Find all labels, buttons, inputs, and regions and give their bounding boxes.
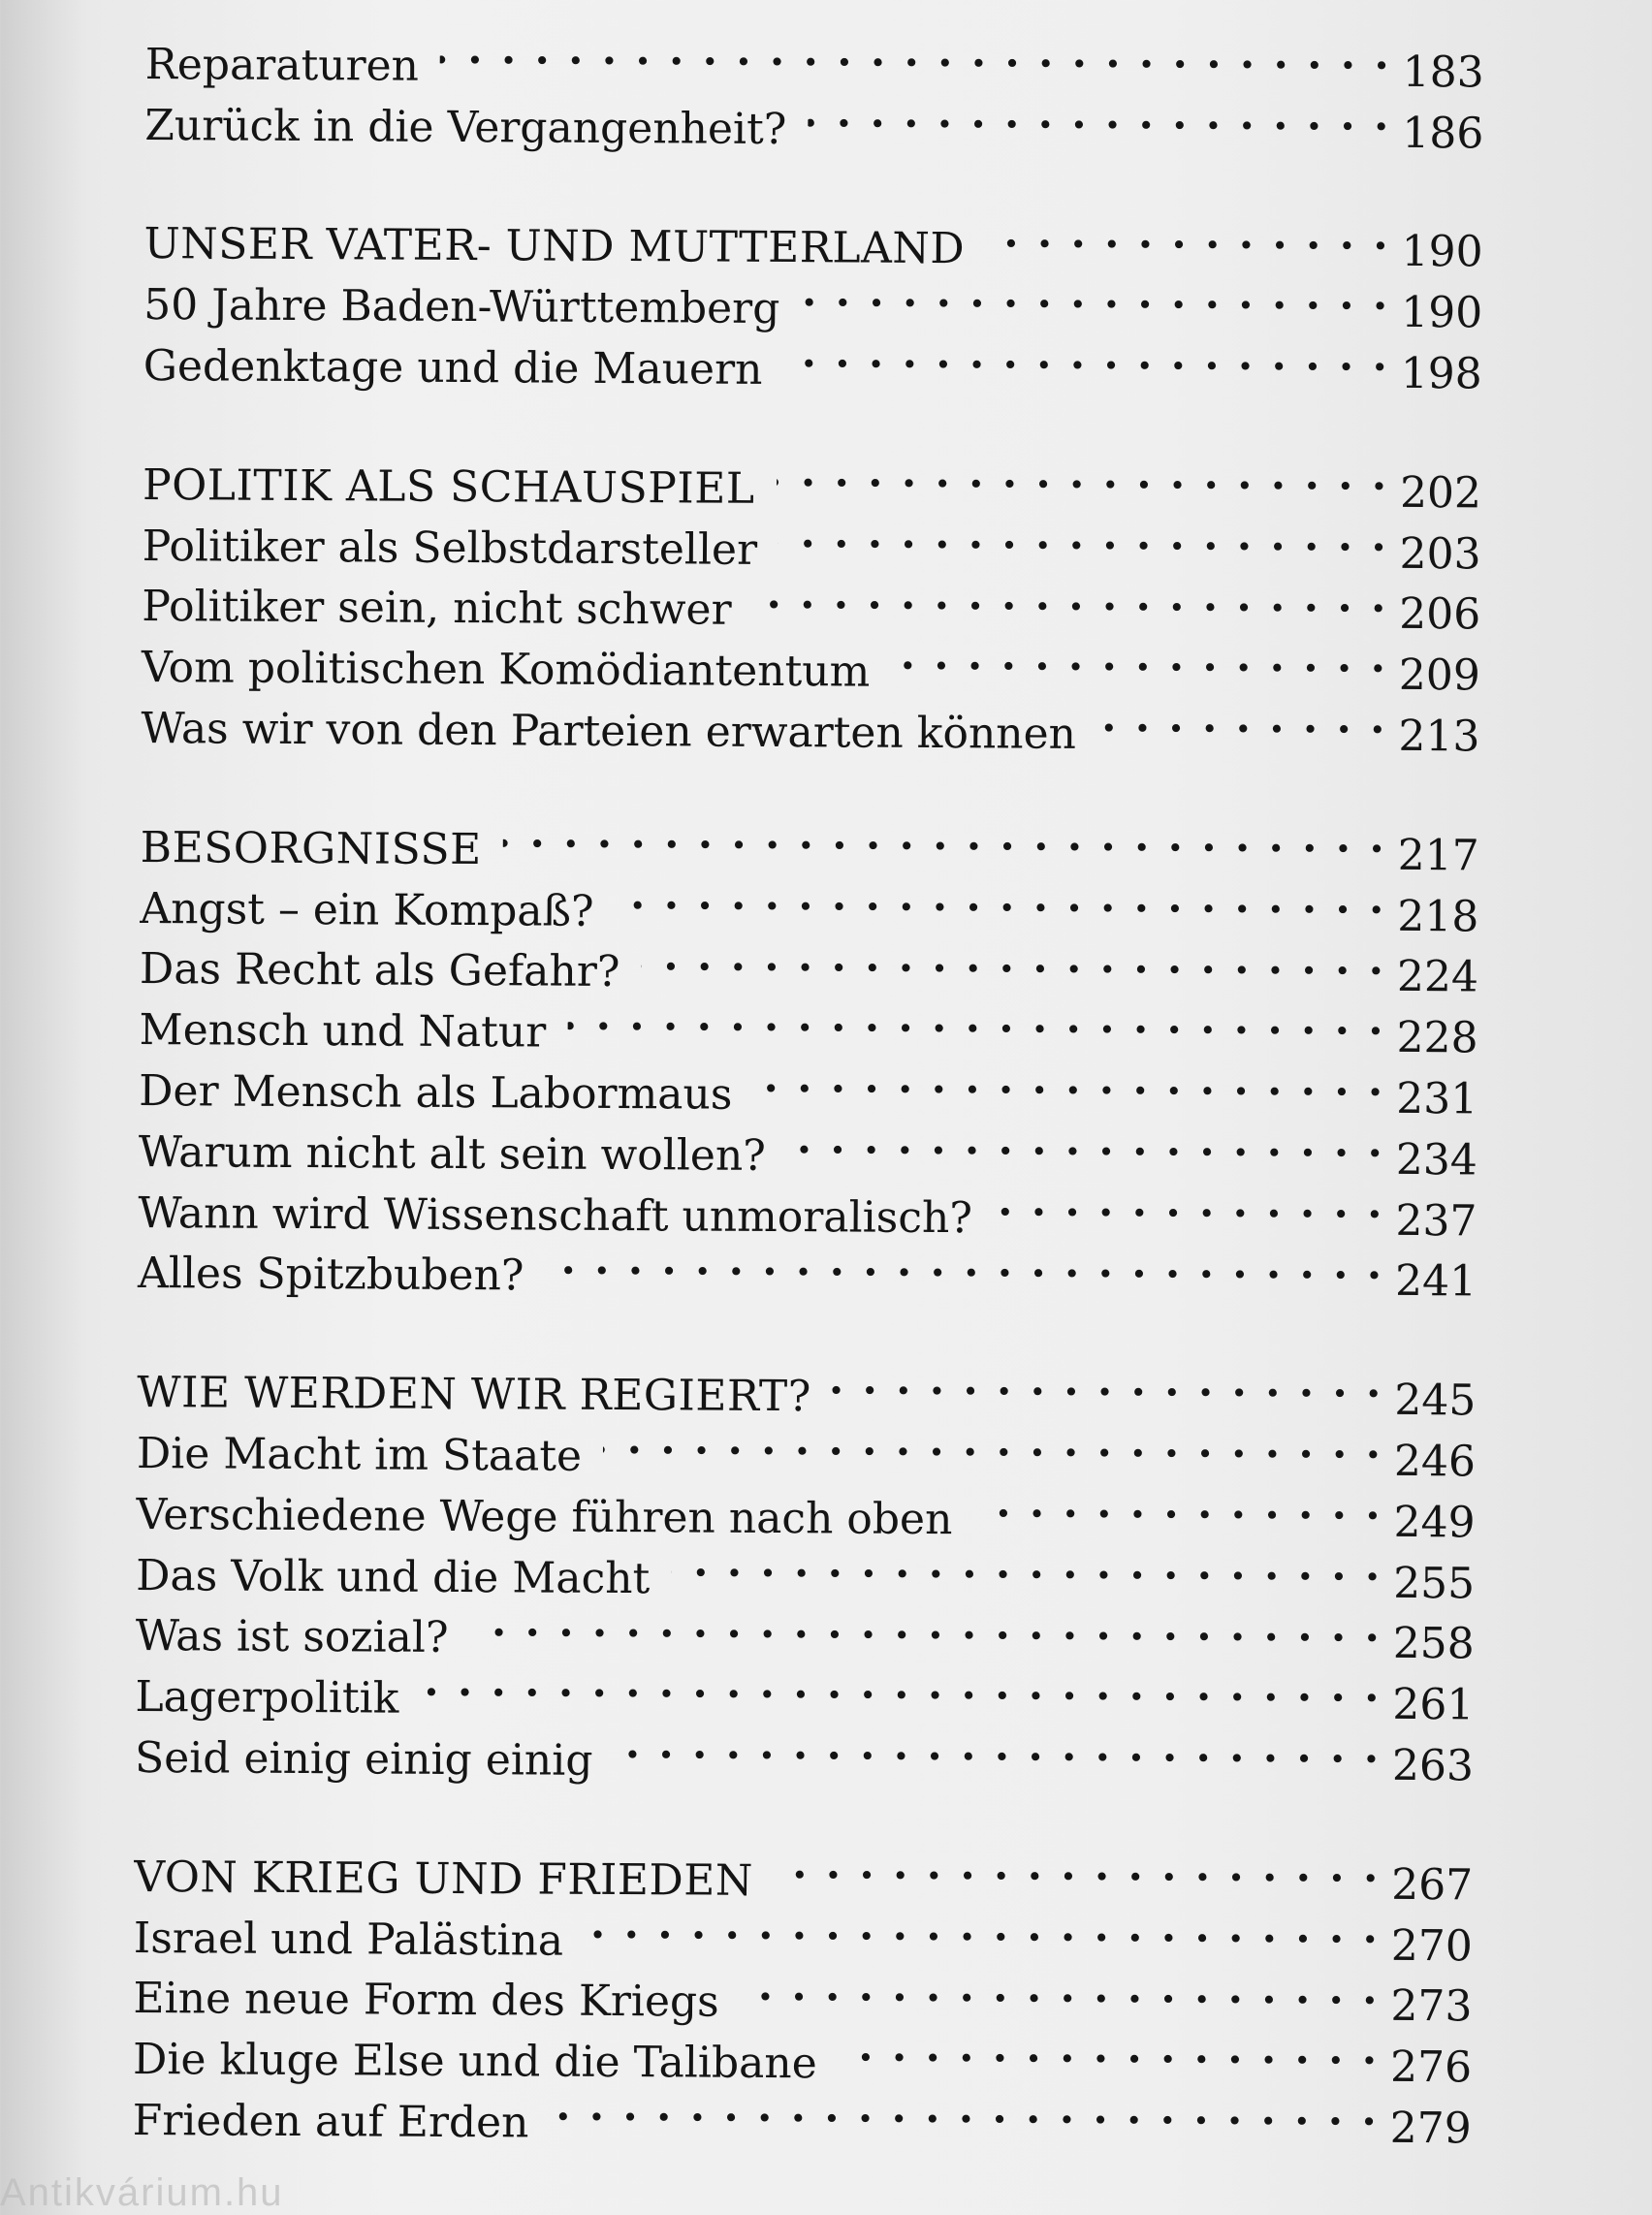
- dot-leader: [420, 1652, 1381, 1719]
- dot-leader: [641, 926, 1385, 991]
- entry-page-number: 198: [1400, 348, 1482, 399]
- watermark: Antikvárium.hu: [0, 2171, 284, 2214]
- dot-leader: [891, 625, 1387, 689]
- entry-page-number: 279: [1389, 2103, 1472, 2154]
- dot-leader: [783, 323, 1389, 388]
- section-heading: [142, 438, 1482, 519]
- entry-title: Eine neue Form des Kriegs: [133, 1974, 719, 2027]
- entry-title: Frieden auf Erden: [132, 2095, 529, 2148]
- dot-leader: [986, 203, 1390, 266]
- entry-page-number: 249: [1393, 1497, 1476, 1548]
- entry-title: Das Volk und die Macht: [136, 1550, 651, 1603]
- dot-leader: [585, 1894, 1380, 1960]
- section-heading: [134, 1830, 1474, 1911]
- heading-title: VON KRIEG UND FRIEDEN: [134, 1851, 754, 1906]
- section-heading: [137, 1345, 1477, 1426]
- entry-page-number: 231: [1396, 1073, 1478, 1124]
- dot-leader: [603, 1409, 1382, 1475]
- entry-page-number: 261: [1392, 1680, 1475, 1730]
- entry-page-number: 270: [1390, 1920, 1474, 1971]
- entry-page-number: 228: [1396, 1013, 1478, 1063]
- entry-title: Gedenktage und die Mauern: [143, 340, 763, 395]
- entry-page-number: 258: [1392, 1619, 1475, 1669]
- entry-title: Verschiedene Wege führen nach oben: [136, 1489, 953, 1544]
- heading-page-number: 245: [1394, 1376, 1477, 1426]
- dot-leader: [778, 503, 1388, 568]
- entry-title: Mensch und Natur: [139, 1005, 547, 1058]
- entry-title: Israel und Palästina: [133, 1913, 564, 1966]
- entry-title: Wann wird Wissenschaft unmoralisch?: [138, 1187, 973, 1243]
- heading-title: POLITIK ALS SCHAUSPIEL: [142, 459, 755, 514]
- entry-title: Warum nicht alt sein wollen?: [138, 1126, 767, 1181]
- entry-page-number: 183: [1402, 47, 1484, 98]
- dot-leader: [973, 1472, 1382, 1535]
- entry-page-number: 213: [1398, 711, 1480, 762]
- dot-leader: [839, 2017, 1380, 2081]
- dot-leader: [671, 1532, 1382, 1597]
- entry-title: Die kluge Else und die Talibane: [132, 2035, 817, 2089]
- dot-leader: [545, 1229, 1383, 1295]
- entry-page-number: 186: [1402, 108, 1484, 159]
- toc-section-4: [137, 801, 1479, 1307]
- entry-title: Politiker sein, nicht schwer: [142, 582, 732, 636]
- entry-title: Was wir von den Parteien erwarten können: [141, 703, 1077, 759]
- entry-title: Was ist sozial?: [135, 1611, 449, 1663]
- dot-leader: [787, 1109, 1384, 1174]
- dot-leader: [469, 1592, 1382, 1659]
- dot-leader: [775, 1834, 1381, 1899]
- dot-leader: [808, 82, 1390, 146]
- section-heading: [143, 198, 1483, 277]
- dot-leader: [440, 19, 1391, 86]
- dot-leader: [994, 1171, 1384, 1234]
- section-heading: [140, 801, 1479, 881]
- entry-page-number: 190: [1401, 288, 1483, 338]
- entry-page-number: 273: [1390, 1981, 1473, 2032]
- dot-leader: [741, 1955, 1380, 2020]
- heading-page-number: 190: [1401, 227, 1483, 277]
- entry-page-number: 241: [1394, 1256, 1477, 1307]
- toc-section-6: [132, 1830, 1474, 2154]
- toc-section-3: [141, 438, 1482, 762]
- entry-page-number: 246: [1393, 1436, 1477, 1487]
- entry-title: Die Macht im Staate: [136, 1428, 583, 1481]
- dot-leader: [752, 563, 1387, 628]
- entry-page-number: 237: [1395, 1195, 1477, 1246]
- dot-leader: [833, 1350, 1383, 1414]
- toc-section-2: [143, 198, 1483, 399]
- entry-title: Reparaturen: [144, 39, 420, 91]
- entry-page-number: 209: [1398, 650, 1481, 701]
- heading-title: UNSER VATER- UND MUTTERLAND: [143, 219, 966, 274]
- entry-page-number: 224: [1396, 952, 1479, 1002]
- toc-entry: [144, 17, 1484, 98]
- dot-leader: [801, 263, 1389, 328]
- entry-title: Das Recht als Gefahr?: [139, 944, 620, 997]
- toc-section-5: [134, 1345, 1477, 1791]
- entry-page-number: 206: [1399, 589, 1481, 640]
- heading-page-number: 217: [1397, 830, 1479, 881]
- entry-title: Vom politischen Komödiantentum: [141, 643, 871, 697]
- entry-page-number: 276: [1389, 2041, 1473, 2093]
- dot-leader: [550, 2076, 1379, 2142]
- toc-section-1: [144, 17, 1484, 159]
- entry-page-number: 203: [1399, 528, 1481, 580]
- entry-title: Der Mensch als Labormaus: [139, 1065, 733, 1120]
- heading-page-number: 267: [1391, 1859, 1474, 1911]
- entry-title: Lagerpolitik: [135, 1672, 399, 1724]
- entry-page-number: 255: [1393, 1558, 1476, 1608]
- heading-page-number: 202: [1399, 467, 1482, 519]
- dot-leader: [1097, 687, 1387, 750]
- dot-leader: [614, 1714, 1381, 1780]
- dot-leader: [567, 986, 1385, 1052]
- entry-title: Angst – ein Kompaß?: [140, 883, 594, 936]
- entry-title: Politiker als Selbstdarsteller: [142, 521, 758, 575]
- entry-title: Zurück in die Vergangenheit?: [144, 100, 787, 154]
- entry-page-number: 234: [1395, 1134, 1477, 1186]
- entry-page-number: 263: [1391, 1740, 1475, 1791]
- dot-leader: [503, 803, 1386, 869]
- entry-title: Alles Spitzbuben?: [137, 1249, 524, 1301]
- entry-page-number: 218: [1397, 891, 1479, 941]
- dot-leader: [616, 865, 1386, 931]
- dot-leader: [753, 1048, 1384, 1113]
- heading-title: WIE WERDEN WIR REGIERT?: [137, 1368, 811, 1422]
- table-of-contents: [132, 17, 1484, 2200]
- entry-title: Seid einig einig einig: [134, 1732, 593, 1786]
- entry-title: 50 Jahre Baden-Württemberg: [143, 280, 780, 334]
- heading-title: BESORGNISSE: [140, 822, 482, 874]
- dot-leader: [776, 442, 1388, 507]
